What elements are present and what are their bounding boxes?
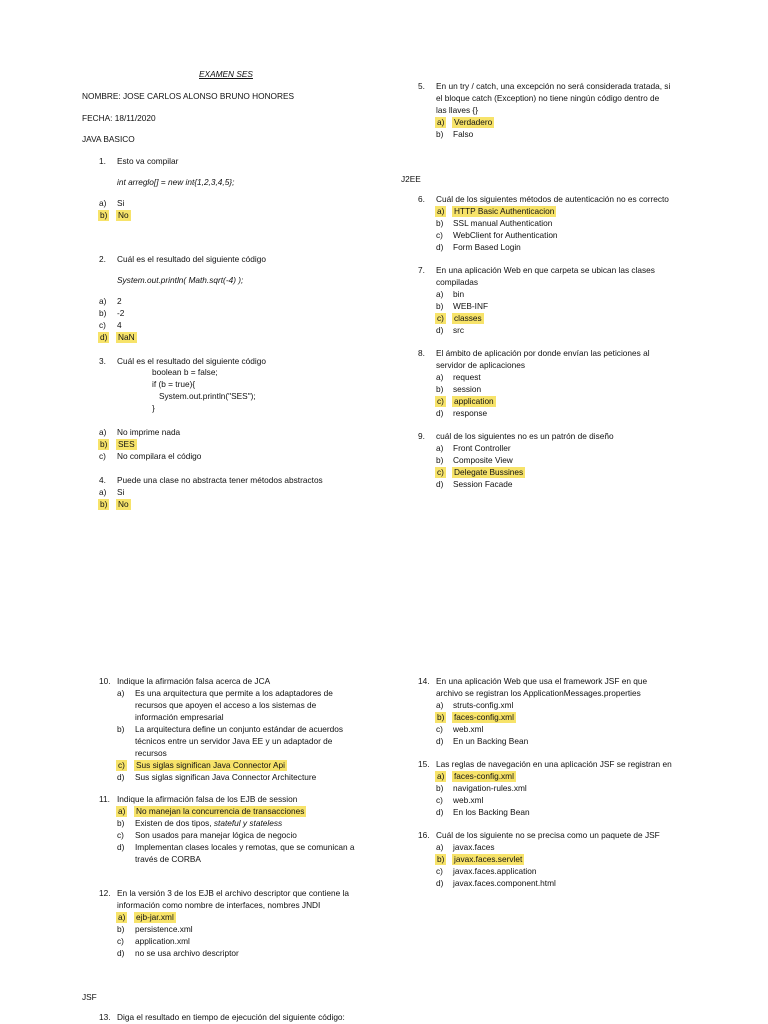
question-text-line: el bloque catch (Exception) no tiene ningún código dentro de xyxy=(436,93,660,103)
option-b: session xyxy=(453,384,482,394)
option-b: navigation-rules.xml xyxy=(453,783,527,793)
question-text: Indique la afirmación falsa de los EJB de session xyxy=(117,794,298,804)
option-a: 2 xyxy=(117,296,122,306)
option-label: c) xyxy=(117,830,124,840)
option-b-selected: faces-config.xml xyxy=(454,712,514,722)
option-a-selected: faces-config.xml xyxy=(454,771,514,781)
option-a: request xyxy=(453,372,481,382)
option-b: SSL manual Authentication xyxy=(453,218,553,228)
option-label: a) xyxy=(99,296,107,306)
option-label: d) xyxy=(100,332,108,342)
question-number: 3. xyxy=(99,356,106,366)
question-number: 16. xyxy=(418,830,430,840)
option-d: Session Facade xyxy=(453,479,513,489)
option-a-line: recursos que apoyen el acceso a los sistemas de xyxy=(135,700,317,710)
question-number: 12. xyxy=(99,888,111,898)
code-snippet: int arreglo[] = new int{1,2,3,4,5}; xyxy=(117,177,235,187)
option-b-selected: SES xyxy=(118,439,135,449)
option-label: c) xyxy=(117,936,124,946)
option-label: b) xyxy=(436,218,444,228)
option-label: a) xyxy=(99,198,107,208)
option-b-line: recursos xyxy=(135,748,167,758)
question-text: Indique la afirmación falsa acerca de JCA xyxy=(117,676,271,686)
option-label: a) xyxy=(436,443,444,453)
option-c-selected: application xyxy=(454,396,494,406)
option-c: web.xml xyxy=(453,724,484,734)
option-label: b) xyxy=(437,854,445,864)
option-b: Falso xyxy=(453,129,474,139)
option-label: b) xyxy=(117,818,125,828)
option-label: b) xyxy=(436,129,444,139)
option-label: d) xyxy=(117,772,125,782)
option-label: b) xyxy=(100,210,108,220)
option-label: a) xyxy=(437,117,445,127)
option-label: c) xyxy=(99,320,106,330)
option-c: No compilara el código xyxy=(117,451,202,461)
option-label: d) xyxy=(436,479,444,489)
question-text-line: información como nombre de interfaces, nombres JNDI xyxy=(117,900,321,910)
option-c-selected: Delegate Bussines xyxy=(454,467,524,477)
option-label: b) xyxy=(437,712,445,722)
question-text: Cuál es el resultado del siguiente código xyxy=(117,254,266,264)
option-label: d) xyxy=(436,408,444,418)
question-text-line: servidor de aplicaciones xyxy=(436,360,526,370)
option-label: b) xyxy=(436,384,444,394)
option-label: a) xyxy=(436,289,444,299)
section-java-basico: JAVA BASICO xyxy=(82,134,135,144)
option-a: Si xyxy=(117,198,125,208)
option-label: d) xyxy=(436,242,444,252)
question-number: 13. xyxy=(99,1012,111,1022)
question-text: Cuál es el resultado del siguiente código xyxy=(117,356,266,366)
option-d: Form Based Login xyxy=(453,242,521,252)
question-text-line: archivo se registran los ApplicationMessages.properties xyxy=(436,688,641,698)
option-b-line: La arquitectura define un conjunto estándar de acuerdos xyxy=(135,724,344,734)
option-d: En los Backing Bean xyxy=(453,807,530,817)
question-text-line: En una aplicación Web en que carpeta se ubican las clases xyxy=(436,265,655,275)
option-label: c) xyxy=(436,230,443,240)
question-number: 8. xyxy=(418,348,425,358)
question-text: Esto va compilar xyxy=(117,156,179,166)
section-jsf: JSF xyxy=(82,992,97,1002)
option-a-line: información empresarial xyxy=(135,712,224,722)
option-label: a) xyxy=(117,688,125,698)
option-a: No imprime nada xyxy=(117,427,181,437)
option-label: a) xyxy=(99,427,107,437)
option-label: a) xyxy=(437,771,445,781)
option-b: -2 xyxy=(117,308,125,318)
option-label: a) xyxy=(118,912,126,922)
section-j2ee: J2EE xyxy=(401,174,421,184)
option-a: struts-config.xml xyxy=(453,700,514,710)
option-label: b) xyxy=(100,439,108,449)
option-label: d) xyxy=(117,842,125,852)
option-label: a) xyxy=(99,487,107,497)
option-c: web.xml xyxy=(453,795,484,805)
option-c-selected: classes xyxy=(454,313,482,323)
option-b: Composite View xyxy=(453,455,513,465)
option-label: c) xyxy=(436,795,443,805)
option-label: a) xyxy=(436,700,444,710)
question-number: 5. xyxy=(418,81,425,91)
exam-date: FECHA: 18/11/2020 xyxy=(82,113,156,123)
code-line: boolean b = false; xyxy=(152,367,218,377)
option-label: c) xyxy=(437,313,444,323)
question-text-line: las llaves {} xyxy=(436,105,478,115)
question-text-line: compiladas xyxy=(436,277,478,287)
option-label: b) xyxy=(117,924,125,934)
question-text-line: En la versión 3 de los EJB el archivo descriptor que contiene la xyxy=(117,888,349,898)
option-label: a) xyxy=(118,806,126,816)
code-line: } xyxy=(152,403,155,413)
option-a: Front Controller xyxy=(453,443,511,453)
option-label: b) xyxy=(99,308,107,318)
question-text: Cuál de los siguientes métodos de autenticación no es correcto xyxy=(436,194,669,204)
question-text: Cuál de los siguiente no se precisa como un paquete de JSF xyxy=(436,830,660,840)
option-label: d) xyxy=(436,736,444,746)
option-d-line: Implementan clases locales y remotas, que se comunican a xyxy=(135,842,355,852)
option-label: b) xyxy=(436,783,444,793)
option-d-line: través de CORBA xyxy=(135,854,201,864)
option-c: WebClient for Authentication xyxy=(453,230,558,240)
option-label: d) xyxy=(436,807,444,817)
question-number: 10. xyxy=(99,676,111,686)
option-label: b) xyxy=(436,301,444,311)
option-d-selected: NaN xyxy=(118,332,135,342)
question-number: 6. xyxy=(418,194,425,204)
option-label: c) xyxy=(436,724,443,734)
option-a-line: Es una arquitectura que permite a los adaptadores de xyxy=(135,688,333,698)
option-label: b) xyxy=(436,455,444,465)
option-d: javax.faces.component.html xyxy=(453,878,556,888)
option-b-selected: No xyxy=(118,499,129,509)
question-text: cuál de los siguientes no es un patrón de diseño xyxy=(436,431,614,441)
code-line: System.out.println("SES"); xyxy=(159,391,256,401)
option-c-selected: Sus siglas significan Java Connector Api xyxy=(136,760,285,770)
option-c: javax.faces.application xyxy=(453,866,537,876)
option-label: c) xyxy=(99,451,106,461)
option-label: c) xyxy=(118,760,125,770)
option-label: a) xyxy=(436,842,444,852)
option-b: WEB-INF xyxy=(453,301,489,311)
option-d: response xyxy=(453,408,488,418)
option-b-line: técnicos entre un servidor Java EE y un adaptador de xyxy=(135,736,333,746)
question-text-line: En una aplicación Web que usa el framework JSF en que xyxy=(436,676,648,686)
option-b: Existen de dos tipos, stateful y stateless xyxy=(135,818,283,828)
student-name: NOMBRE: JOSE CARLOS ALONSO BRUNO HONORES xyxy=(82,91,295,101)
question-text-line: El ámbito de aplicación por donde envían las peticiones al xyxy=(436,348,650,358)
option-a: Si xyxy=(117,487,125,497)
option-a: javax.faces xyxy=(453,842,495,852)
question-number: 11. xyxy=(99,794,110,804)
option-a: bin xyxy=(453,289,465,299)
question-text: Puede una clase no abstracta tener métodos abstractos xyxy=(117,475,323,485)
option-a-selected: No manejan la concurrencia de transacciones xyxy=(136,806,305,816)
option-c: 4 xyxy=(117,320,122,330)
option-label: d) xyxy=(436,878,444,888)
option-b: persistence.xml xyxy=(135,924,193,934)
option-label: a) xyxy=(437,206,445,216)
option-d: En un Backing Bean xyxy=(453,736,529,746)
option-c: application.xml xyxy=(135,936,190,946)
question-number: 2. xyxy=(99,254,106,264)
option-d: no se usa archivo descriptor xyxy=(135,948,239,958)
question-number: 4. xyxy=(99,475,106,485)
option-label: d) xyxy=(436,325,444,335)
option-a-selected: Verdadero xyxy=(454,117,493,127)
question-number: 9. xyxy=(418,431,425,441)
option-label: c) xyxy=(437,467,444,477)
option-label: d) xyxy=(117,948,125,958)
option-label: a) xyxy=(436,372,444,382)
option-b-selected: No xyxy=(118,210,129,220)
option-c: Son usados para manejar lógica de negocio xyxy=(135,830,297,840)
question-text: Las reglas de navegación en una aplicación JSF se registran en xyxy=(436,759,672,769)
option-d: Sus siglas significan Java Connector Architecture xyxy=(135,772,317,782)
option-d: src xyxy=(453,325,465,335)
option-b-selected: javax.faces.servlet xyxy=(454,854,523,864)
question-number: 14. xyxy=(418,676,430,686)
option-label: c) xyxy=(437,396,444,406)
option-label: b) xyxy=(100,499,108,509)
option-label: b) xyxy=(117,724,125,734)
option-a-selected: HTTP Basic Authenticacion xyxy=(454,206,555,216)
code-snippet: System.out.println( Math.sqrt(-4) ); xyxy=(117,275,244,285)
question-text: Diga el resultado en tiempo de ejecución del siguiente código: xyxy=(117,1012,345,1022)
option-label: c) xyxy=(436,866,443,876)
question-text-line: En un try / catch, una excepción no será considerada tratada, si xyxy=(436,81,671,91)
exam-title: EXAMEN SES xyxy=(199,69,253,79)
question-number: 1. xyxy=(99,156,106,166)
question-number: 7. xyxy=(418,265,425,275)
option-a-selected: ejb-jar.xml xyxy=(136,912,174,922)
question-number: 15. xyxy=(418,759,430,769)
code-line: if (b = true){ xyxy=(152,379,196,389)
